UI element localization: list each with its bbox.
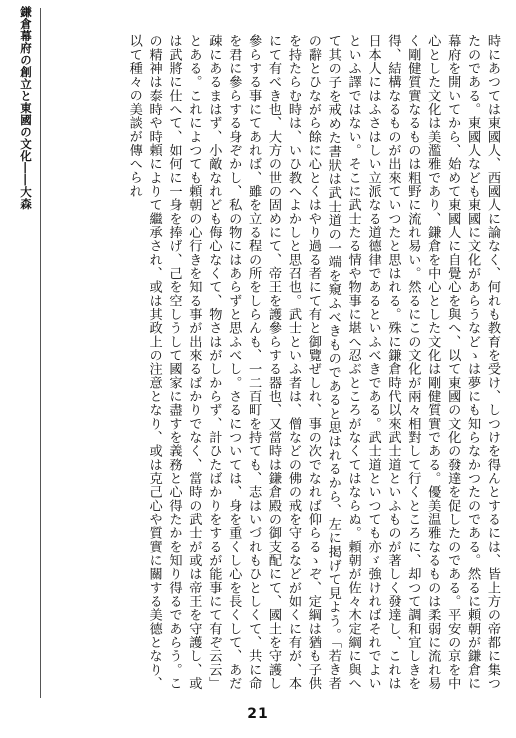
body-text [50,34,502,690]
page-number: 21 [247,706,269,722]
running-head-rule [40,8,41,698]
running-head: 鎌倉幕府の創立と東國の文化――大森 [19,6,33,210]
body-paragraph: 時にあつては東國人、西國人に論なく、何れも教育を受け、しつけを得んとするには、皆上方の帝都に集つたのである。東國人なども東國に文化があらうなどゝは夢にも知らなかつたのである。然るに頼朝が鎌倉に幕府を開いてから、始めて東國人に自覺心を與へ、以て東國の文化の發達を促したのである。平安の京を中心とした文化は美濫雅であり、鎌倉を中心とした文化は剛健質實である。優美温雅なるものは柔弱に流れ易く剛健質實なるものは粗野に流れ易い。然るにこの文化が兩々相對して行くところに、却つて調和宜しきを得、結構なるものが出來ていつたと思はれる。殊に鎌倉時代以來武士道といふものが著しく發達し、これは日本人にはふさはしい立派なる道德律であるといふべきである。武士道といつても亦ゞ強ければそれでよいといふ譯ではない。そこに武士たる情や物事に堪へ忍ぶところがなくてはならぬ。頼朝が佐々木定綱に與へて其の子を戒めた書狀は武士道の一端を窺ふべきものであると思はれるから、左に掲げて見よう。「若き者の辭とひながら餘に心とくはやり過る者にて有と御覽ぜしれ、事の次でなれば仰らるゝぞ、定綱は猶も子供を持たらむ時は、いひ教へよかしと思召也。武士といふ者は、僧などの佛の戒を守るなどが如くに有が、本にて有べき也、大方の世の固めにて、帝王を護參らする器也、又當時は鎌倉殿の御支配にて、國土を守護し參らする事にてあれば、雖を立る程の所をしらんも、一二百町を持ても、志はいづれもひとしくて、共に命を君に參らする身ぞかし、私の物にはあらずと思ふべし。さるについては、身を重くし心を長くして、あだ疎にあるまはず、小敵なれども侮心なくて、物さはがしからず、計ひたばかりをするが能事にて有ぞ云云」とある。これによつても頼朝の心行きを知る事が出來るばかりでなく、當時の武士が或は帝王を守護し、或は武將に仕へて、如何に一身を捧げ、己を空しうして國家に盡すを義務と心得たかを知り得るであらう。この精神は泰時や時頼によりて繼承され、或は其政上の注意となり、或は克己心や質實に關する美德となり、以て種々の美談が傳へられ [126,34,500,690]
